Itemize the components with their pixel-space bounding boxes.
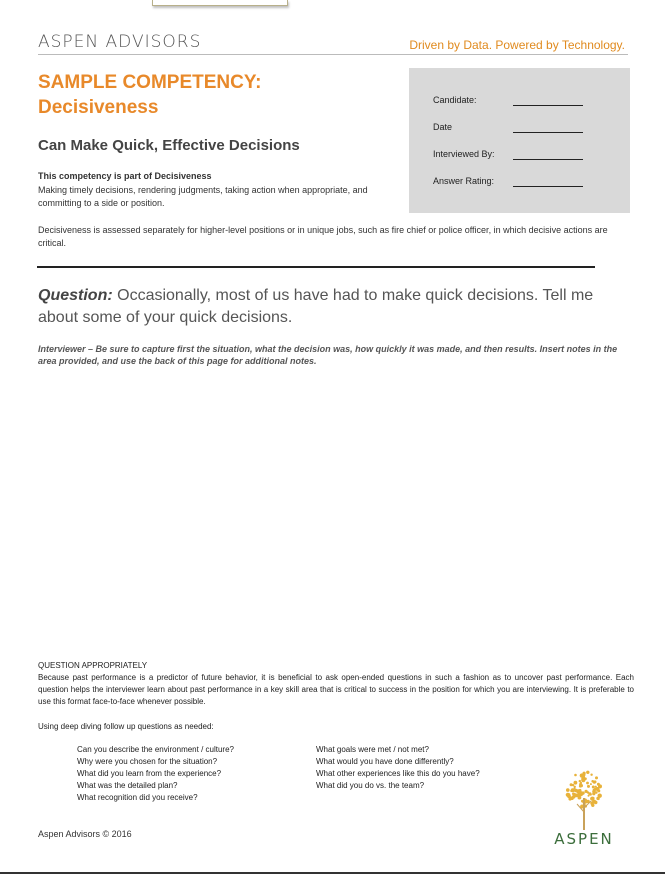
- tree-leaf: [591, 804, 594, 807]
- tree-leaf: [587, 785, 590, 788]
- tree-leaf: [586, 782, 589, 785]
- tree-leaf: [594, 780, 597, 783]
- tree-leaf: [592, 786, 595, 789]
- tree-leaf: [566, 788, 570, 792]
- competency-note: Decisiveness is assessed separately for higher-level positions or in unique jobs, such as fire chief or police officer, in which decisive actions are critical.: [38, 225, 608, 248]
- follow-up-question: What was the detailed plan?: [77, 781, 178, 790]
- tree-leaf: [597, 783, 600, 786]
- tree-leaf: [595, 786, 597, 788]
- tree-leaf: [586, 771, 589, 774]
- tree-leaf: [597, 788, 599, 790]
- tagline: Driven by Data. Powered by Technology.: [409, 38, 625, 52]
- tree-leaf: [597, 798, 600, 801]
- tree-leaf: [585, 801, 587, 803]
- follow-up-question: Can you describe the environment / culture?: [77, 745, 234, 754]
- tree-leaf: [592, 800, 596, 804]
- tree-leaf: [572, 795, 576, 799]
- competency-part-of: This competency is part of Decisiveness: [38, 171, 212, 181]
- date-label: Date: [433, 122, 453, 132]
- tree-leaf: [590, 793, 592, 795]
- follow-up-question: Why were you chosen for the situation?: [77, 757, 218, 766]
- competency-subtitle: Can Make Quick, Effective Decisions: [38, 137, 300, 154]
- section-divider: [37, 266, 595, 268]
- question-label: Question:: [38, 287, 113, 304]
- tree-leaf: [570, 783, 573, 786]
- tree-leaf: [590, 774, 592, 776]
- interview-question: [38, 285, 618, 329]
- aspen-logo: [533, 768, 635, 848]
- candidate-label: Candidate:: [433, 95, 477, 105]
- brand-name: ASPEN ADVISORS: [38, 32, 202, 52]
- competency-name: Decisiveness: [38, 97, 159, 118]
- logo-text: ASPEN: [554, 830, 614, 848]
- answer-rating-field[interactable]: [513, 186, 583, 187]
- follow-up-list-right: [316, 744, 480, 792]
- follow-up-question: What other experiences like this do you have?: [316, 769, 480, 778]
- tree-leaf: [582, 792, 584, 794]
- tree-leaf: [598, 794, 602, 798]
- top-page-tab: [152, 0, 288, 6]
- interviewed-by-label: Interviewed By:: [433, 149, 495, 159]
- follow-up-list-left: [77, 744, 234, 804]
- follow-up-question: What did you do vs. the team?: [316, 781, 425, 790]
- answer-rating-label: Answer Rating:: [433, 176, 495, 186]
- tree-leaf: [595, 791, 598, 794]
- follow-up-question: What recognition did you receive?: [77, 793, 198, 802]
- tree-leaf: [574, 781, 578, 785]
- tree-leaf: [592, 792, 595, 795]
- question-appropriately-heading: QUESTION APPROPRIATELY: [38, 661, 148, 670]
- header-divider: [38, 54, 628, 55]
- tree-leaf: [579, 785, 582, 788]
- tree-leaf: [574, 789, 578, 793]
- aspen-tree-icon: [533, 768, 635, 832]
- interviewer-instructions: Interviewer – Be sure to capture first the situation, what the decision was, how quickly it was made, and then results. Insert notes in the area provided, and use the back of this page for additional notes.: [38, 344, 618, 366]
- candidate-field[interactable]: [513, 105, 583, 106]
- tree-leaf: [580, 782, 582, 784]
- interviewed-by-field[interactable]: [513, 159, 583, 160]
- competency-description: Making timely decisions, rendering judgments, taking action when appropriate, and committing to a side or position.: [38, 185, 368, 208]
- tree-leaf: [574, 774, 577, 777]
- footer-copyright: Aspen Advisors © 2016: [38, 829, 132, 839]
- follow-up-question: What goals were met / not met?: [316, 745, 429, 754]
- tree-leaf: [592, 797, 595, 800]
- candidate-info-box: [409, 68, 630, 213]
- date-field[interactable]: [513, 132, 583, 133]
- tree-leaf: [580, 773, 584, 777]
- question-appropriately-text: Because past performance is a predictor of future behavior, it is beneficial to ask open-ended questions in such a fashion as to uncover past performance. Each question helps the interviewer learn about past performance in a key skill area that is critical to success in the position for which you are interviewing. It is preferable to use this format face-to-face whenever possible.: [38, 673, 634, 706]
- tree-leaf: [595, 776, 598, 779]
- deep-diving-intro: Using deep diving follow up questions as needed:: [38, 722, 214, 731]
- tree-leaf: [578, 796, 582, 800]
- follow-up-question: What would you have done differently?: [316, 757, 454, 766]
- follow-up-question: What did you learn from the experience?: [77, 769, 222, 778]
- tree-leaf: [590, 783, 592, 785]
- question-text: Occasionally, most of us have had to make quick decisions. Tell me about some of your quick decisions.: [38, 287, 594, 326]
- tree-leaf: [568, 797, 571, 800]
- page-title: SAMPLE COMPETENCY:: [38, 72, 262, 93]
